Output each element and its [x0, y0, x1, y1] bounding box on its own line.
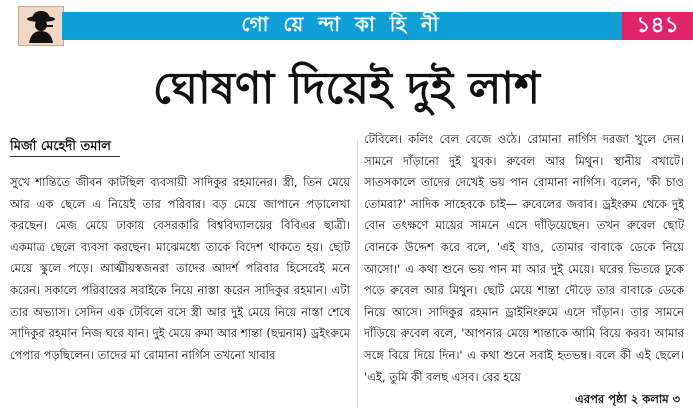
section-band	[62, 12, 622, 40]
article-column-right	[364, 129, 684, 389]
detective-hat-icon	[23, 9, 59, 43]
section-title: গো য়ে ন্দা কা হি নী	[241, 11, 443, 36]
continuation-note: এরপর পৃষ্ঠা ২ কলাম ৩	[575, 392, 681, 406]
article-column-left	[10, 172, 350, 408]
page-number: ১৪১	[622, 12, 693, 40]
header-bar	[0, 0, 693, 48]
headline: ঘোষণা দিয়েই দুই লাশ	[152, 62, 541, 114]
article-paragraph: সুখে শান্তিতে জীবন কাটছিল ব্যবসায়ী সাদিকুর রহমানের। স্ত্রী, তিন মেয়ে আর এক ছেলে এ নিয়েই তার পরিবার। বড় মেয়ে জাপানে পড়ালেখা করছেন। মেজ মেয়ে ঢাকায় বেসরকারি বিশ্ববিদ্যালয়ের বিবিএর ছাত্রী। একমাত্র ছেলে ব্যবসা করছেন। মাঝেমধ্যে তাকে বিদেশ থাকতে হয়। ছোট মেয়ে স্কুলে পড়ে। আত্মীয়স্বজনরা তাদের আদর্শ পরিবার হিসেবেই মনে করেন। সকালে পরিবারের সবাইকে নিয়ে নাস্তা করেন সাদিকুর রহমান। এটা তার অভ্যাস। সেদিন এক টেবিলে বসে স্ত্রী আর দুই মেয়ে নিয়ে নাস্তা শেষে সাদিকুর রহমান নিজ ঘরে যান। দুই মেয়ে রুমা আর শান্তা (ছদ্মনাম) ড্রইংরুমে পেপার পড়ছিলেন। তাদের মা রোমানা নার্গিস তখনো খাবার	[10, 175, 350, 362]
article-paragraph: টেবিলে। কলিং বেল বেজে ওঠে। রোমানা নার্গিস দরজা খুলে দেন। সামনে দাঁড়ানো দুই যুবক। রুবেল আর মিথুন। স্থানীয় বখাটে। সাতসকালে তাদের দেখেই ভয় পান রোমানা নার্গিস। বলেন, 'কী চাও তোমরা?' সাদিক সাহেবকে চাই— রুবেলের জবাব। ড্রইংরুম থেকে দুই বোন তৎক্ষণে মায়ের সামনে এসে দাঁড়িয়েছেন। তখন রুবেল ছোট বোনকে উদ্দেশ করে বলে, 'এই যাও, তোমার বাবাকে ডেকে নিয়ে আসো।' এ কথা শুনে ভয় পান মা আর দুই মেয়ে। ঘরের ভিতরে ঢুকে পড়ে রুবেল আর মিথুন। ছোট মেয়ে শান্তা দৌড়ে তার বাবাকে ডেকে নিয়ে আসে। সাদিকুর রহমান ড্রাইনিংরুমে এসে দাঁড়ান। তার সামনে দাঁড়িয়ে রুবেল বলে, 'আপনার মেয়ে শান্তাকে আমি বিয়ে করব। আমার সঙ্গে বিয়ে দিয়ে দিন।' এ কথা শুনে সবাই হতভম্ব। বলে কী এই ছেলে। 'এই, তুমি কী বলছ এসব। বের হয়ে	[364, 132, 684, 384]
byline: মির্জা মেহেদী তমাল	[10, 139, 111, 154]
byline-underline	[10, 156, 120, 157]
column-divider	[357, 140, 358, 408]
detective-silhouette-logo	[18, 6, 64, 46]
